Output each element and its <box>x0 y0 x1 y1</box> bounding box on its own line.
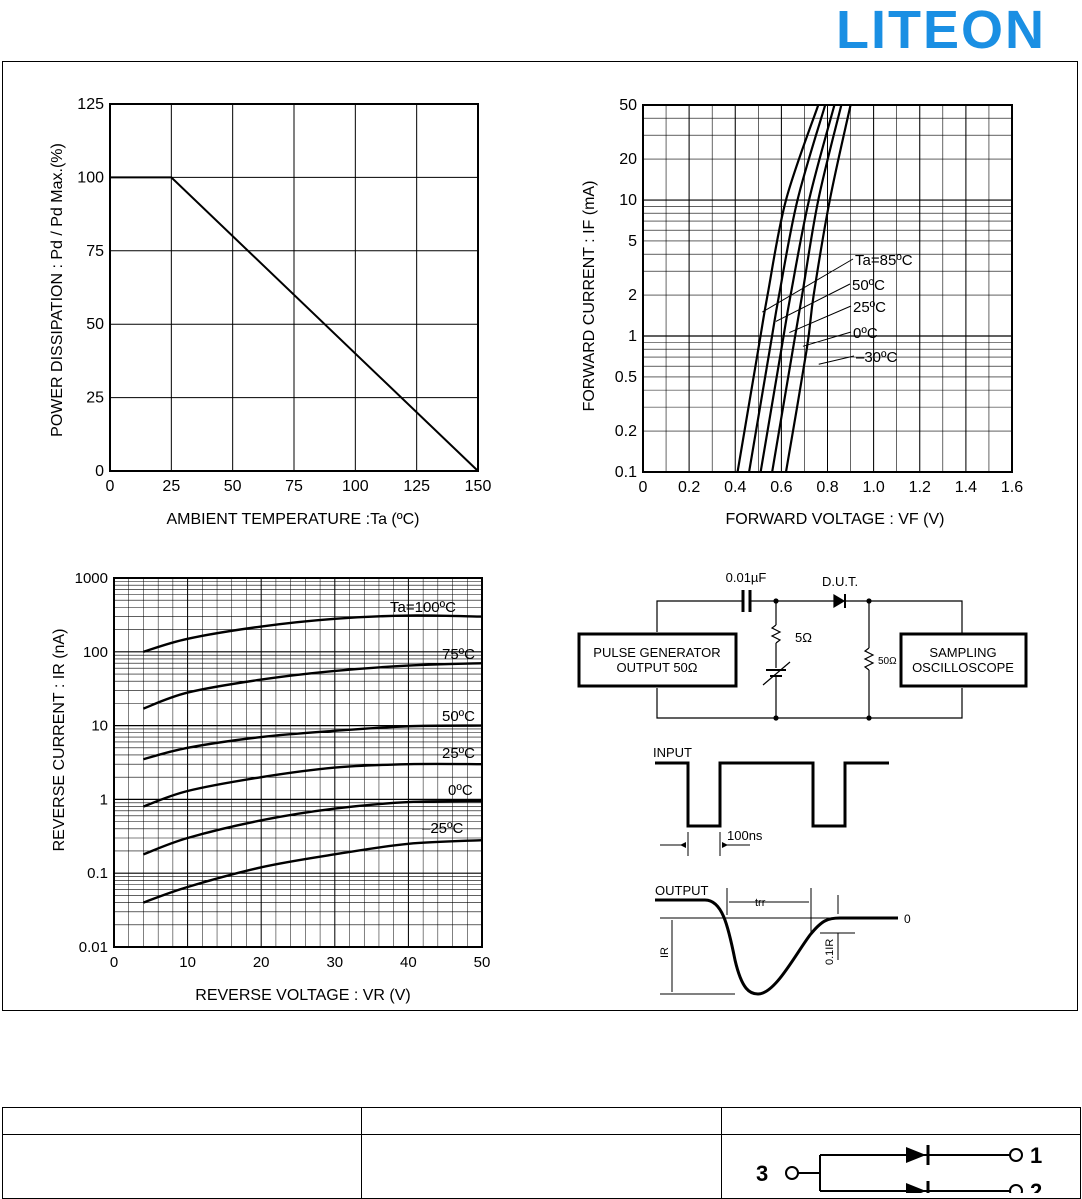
trr-label: trr <box>755 897 766 909</box>
c1-y-tick: 100 <box>77 169 104 187</box>
c1-tick-labels <box>77 96 491 495</box>
c3-series-label: Ta=100ºC <box>390 599 456 616</box>
width-label: 100ns <box>727 828 763 843</box>
c2-series-label: 0ºC <box>853 325 878 342</box>
diode-2-icon <box>906 1183 926 1193</box>
junction-dot <box>867 599 871 603</box>
output-recovery-waveform <box>655 900 898 994</box>
c3-x-tick: 20 <box>252 954 270 971</box>
c3-y-tick: 1000 <box>74 570 108 587</box>
c3-x-tick: 50 <box>473 954 491 971</box>
footer-cell <box>362 1108 722 1135</box>
zero-label: 0 <box>904 912 911 926</box>
c1-y-tick: 75 <box>86 242 104 260</box>
c2-x-tick: 0.6 <box>770 479 793 496</box>
c1-y-tick: 125 <box>77 96 104 113</box>
c3-x-tick: 30 <box>326 954 344 971</box>
c2-y-tick: 20 <box>619 151 637 169</box>
c3-series-label: 75ºC <box>442 646 475 663</box>
c3-xlabel: REVERSE VOLTAGE : VR (V) <box>195 987 411 1004</box>
footer-cell <box>362 1135 722 1199</box>
c1-x-tick: 100 <box>341 478 369 495</box>
resistor-50ohm-icon <box>865 648 873 670</box>
c3-series-line <box>143 764 482 807</box>
wire-top-left <box>657 601 742 632</box>
c1-grid <box>110 104 478 471</box>
c1-x-tick: 150 <box>464 478 492 495</box>
c1-y-tick: 25 <box>86 389 104 407</box>
c3-grid <box>114 578 482 947</box>
c2-y-tick: 10 <box>619 192 637 210</box>
pin2-label: 2 <box>1030 1179 1043 1193</box>
c2-x-tick: 0.8 <box>816 479 839 496</box>
dut-label: D.U.T. <box>821 574 859 589</box>
c1-x-tick: 25 <box>162 478 181 495</box>
forward-current-chart <box>581 97 1023 528</box>
input-pulse-waveform <box>655 763 889 826</box>
c3-series-line <box>143 840 482 902</box>
pin3-terminal <box>786 1167 798 1179</box>
junction-dot <box>774 716 778 720</box>
c3-series-line <box>143 663 482 708</box>
pin2-terminal <box>1010 1185 1022 1193</box>
pulse-generator-label-1: PULSE GENERATOR <box>593 645 721 660</box>
c1-y-tick: 50 <box>86 316 104 334</box>
reverse-current-chart <box>51 570 490 1004</box>
output-label: OUTPUT <box>655 883 709 898</box>
c2-x-tick: 0.4 <box>724 479 747 496</box>
c2-ylabel: FORWARD CURRENT : IF (mA) <box>581 180 598 412</box>
pin1-terminal <box>1010 1149 1022 1161</box>
c2-x-tick: 0 <box>638 479 648 496</box>
c2-xlabel: FORWARD VOLTAGE : VF (V) <box>725 511 945 528</box>
dut-diode-icon <box>834 595 844 607</box>
c1-x-tick: 75 <box>285 478 303 495</box>
c3-plot-border <box>114 578 482 947</box>
c2-y-tick: 0.2 <box>614 423 637 441</box>
c2-series <box>738 105 851 472</box>
c1-y-tick: 0 <box>95 463 104 480</box>
c2-y-tick: 1 <box>628 328 637 346</box>
c3-series <box>143 615 482 902</box>
pinout-cell <box>722 1135 1081 1199</box>
c3-series-label: 0ºC <box>448 782 473 799</box>
waveform-diagrams <box>655 763 898 994</box>
c2-label-leader <box>776 284 850 321</box>
c1-x-tick: 125 <box>403 478 431 495</box>
junction-dot <box>774 599 778 603</box>
c3-x-tick: 40 <box>400 954 417 971</box>
c3-series-label: 25ºC <box>442 745 475 762</box>
c2-y-tick: 5 <box>628 232 637 250</box>
c3-y-tick: 0.1 <box>87 865 108 883</box>
pin1-label: 1 <box>1030 1143 1043 1168</box>
c3-y-tick: 0.01 <box>78 939 108 956</box>
pinout-diagram <box>722 1135 1080 1193</box>
c3-tick-labels <box>75 570 491 971</box>
input-label: INPUT <box>653 745 692 760</box>
ir01-label: 0.1IR <box>824 938 836 965</box>
c3-series-line <box>143 615 482 651</box>
c2-y-tick: 2 <box>628 287 637 305</box>
wire-bottom <box>657 688 962 718</box>
c2-x-tick: 1.4 <box>954 479 977 496</box>
power-dissipation-chart <box>49 96 491 528</box>
c1-x-tick: 50 <box>223 478 242 495</box>
c3-x-tick: 10 <box>179 954 196 971</box>
c2-series-label: 25ºC <box>853 299 886 316</box>
c2-series-line <box>738 105 819 472</box>
c3-y-tick: 100 <box>82 643 108 661</box>
c2-series-label: 50ºC <box>852 277 885 294</box>
c2-y-tick: 50 <box>619 97 637 114</box>
footer-cell <box>3 1108 362 1135</box>
c1-x-tick: 0 <box>105 478 115 495</box>
footer-table <box>2 1107 1081 1199</box>
c2-series-label: Ta=85ºC <box>855 252 913 269</box>
resistor-5ohm-label: 5Ω <box>795 630 812 645</box>
capacitor-label: 0.01µF <box>725 570 767 585</box>
junction-dot <box>867 716 871 720</box>
c3-y-tick: 1 <box>99 791 108 809</box>
c3-series-label: 50ºC <box>442 708 475 725</box>
c3-y-tick: 10 <box>91 717 108 735</box>
c3-x-tick: 0 <box>109 954 119 971</box>
resistor-50ohm-label: 50Ω <box>878 656 897 667</box>
pulse-generator-label-2: OUTPUT 50Ω <box>616 660 698 675</box>
c3-ylabel: REVERSE CURRENT : IR (nA) <box>51 628 68 852</box>
c1-ylabel: POWER DISSIPATION : Pd / Pd Max.(%) <box>49 143 66 437</box>
c2-x-tick: 1.6 <box>1000 479 1024 496</box>
oscilloscope-label-2: OSCILLOSCOPE <box>912 660 1014 675</box>
c2-label-leader <box>803 332 851 346</box>
footer-cell <box>722 1108 1081 1135</box>
oscilloscope-label-1: SAMPLING <box>929 645 997 660</box>
wire-top-right <box>846 601 962 634</box>
c2-y-tick: 0.5 <box>614 368 637 386</box>
arrowhead <box>680 842 686 848</box>
resistor-5ohm-icon <box>772 625 780 643</box>
c2-x-tick: 1.0 <box>862 479 885 496</box>
logo-text: LITEON <box>836 0 1046 54</box>
c2-x-tick: 0.2 <box>678 479 701 496</box>
diode-1-icon <box>906 1147 926 1163</box>
c2-x-tick: 1.2 <box>908 479 931 496</box>
c2-series-label: –30ºC <box>856 349 898 366</box>
c2-y-tick: 0.1 <box>614 464 637 481</box>
c3-series-line <box>143 726 482 760</box>
c1-xlabel: AMBIENT TEMPERATURE :Ta (ºC) <box>166 511 420 528</box>
c2-series-line <box>772 105 841 472</box>
c3-series-label: –25ºC <box>422 820 464 837</box>
ir-label: IR <box>659 947 671 958</box>
pin3-label: 3 <box>756 1161 769 1186</box>
footer-cell <box>3 1135 362 1199</box>
